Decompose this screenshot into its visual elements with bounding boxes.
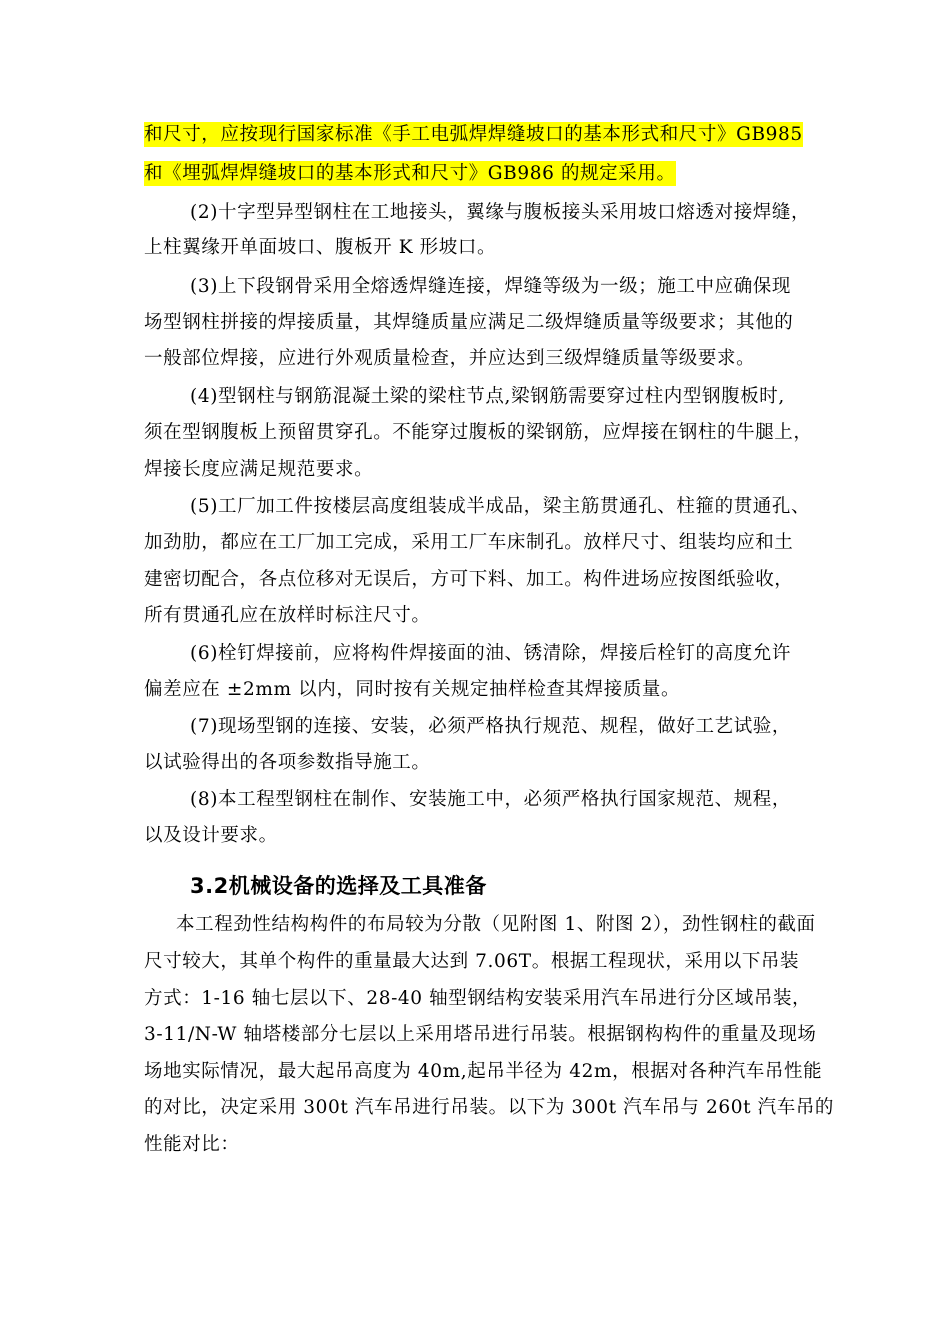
- item-2-line-2: 上柱翼缘开单面坡口、腹板开 K 形坡口。: [144, 237, 497, 258]
- item-4-line-2: 须在型钢腹板上预留贯穿孔。不能穿过腹板的梁钢筋，应焊接在钢柱的牛腿上，: [144, 422, 813, 443]
- item-2-line-1: (2)十字型异型钢柱在工地接头，翼缘与腹板接头采用坡口熔透对接焊缝，: [190, 202, 811, 223]
- highlighted-line-2: 和《埋弧焊焊缝坡口的基本形式和尺寸》GB986 的规定采用。: [144, 163, 676, 184]
- item-3-line-1: (3)上下段钢骨采用全熔透焊缝连接，焊缝等级为一级；施工中应确保现: [190, 276, 792, 297]
- body-line-7: 性能对比：: [144, 1134, 240, 1155]
- body-line-3: 方式：1-16 轴七层以下、28-40 轴型钢结构安装采用汽车吊进行分区域吊装，: [144, 988, 812, 1009]
- item-7-line-1: (7)现场型钢的连接、安装，必须严格执行规范、规程，做好工艺试验，: [190, 716, 792, 737]
- item-8-line-2: 以及设计要求。: [144, 825, 278, 846]
- body-line-2: 尺寸较大，其单个构件的重量最大达到 7.06T。根据工程现状，采用以下吊装: [144, 951, 800, 972]
- body-line-1: 本工程劲性结构构件的布局较为分散（见附图 1、附图 2），劲性钢柱的截面: [176, 914, 816, 935]
- item-3-line-3: 一般部位焊接，应进行外观质量检查，并应达到三级焊缝质量等级要求。: [144, 348, 756, 369]
- item-4-line-1: (4)型钢柱与钢筋混凝土梁的梁柱节点,梁钢筋需要穿过柱内型钢腹板时,: [190, 386, 785, 407]
- item-6-line-1: (6)栓钉焊接前，应将构件焊接面的油、锈清除，焊接后栓钉的高度允许: [190, 643, 792, 664]
- item-3-line-2: 场型钢柱拼接的焊接质量，其焊缝质量应满足二级焊缝质量等级要求；其他的: [144, 312, 794, 333]
- item-5-line-4: 所有贯通孔应在放样时标注尺寸。: [144, 605, 431, 626]
- body-line-6: 的对比，决定采用 300t 汽车吊进行吊装。以下为 300t 汽车吊与 260t 汽车吊的: [144, 1097, 835, 1118]
- item-8-line-1: (8)本工程型钢柱在制作、安装施工中，必须严格执行国家规范、规程，: [190, 789, 792, 810]
- item-5-line-1: (5)工厂加工件按楼层高度组装成半成品，梁主筋贯通孔、柱箍的贯通孔、: [190, 496, 811, 517]
- section-heading: 3.2机械设备的选择及工具准备: [190, 874, 487, 898]
- item-5-line-2: 加劲肋，都应在工厂加工完成，采用工厂车床制孔。放样尺寸、组装均应和土: [144, 532, 794, 553]
- item-5-line-3: 建密切配合，各点位移对无误后，方可下料、加工。构件进场应按图纸验收，: [144, 569, 794, 590]
- item-7-line-2: 以试验得出的各项参数指导施工。: [144, 752, 431, 773]
- highlighted-line-1: 和尺寸，应按现行国家标准《手工电弧焊焊缝坡口的基本形式和尺寸》GB985: [144, 124, 803, 145]
- item-4-line-3: 焊接长度应满足规范要求。: [144, 459, 374, 480]
- body-line-5: 场地实际情况，最大起吊高度为 40m,起吊半径为 42m，根据对各种汽车吊性能: [144, 1061, 823, 1082]
- body-line-4: 3-11/N-W 轴塔楼部分七层以上采用塔吊进行吊装。根据钢构构件的重量及现场: [144, 1024, 817, 1045]
- item-6-line-2: 偏差应在 ±2mm 以内，同时按有关规定抽样检查其焊接质量。: [144, 679, 681, 700]
